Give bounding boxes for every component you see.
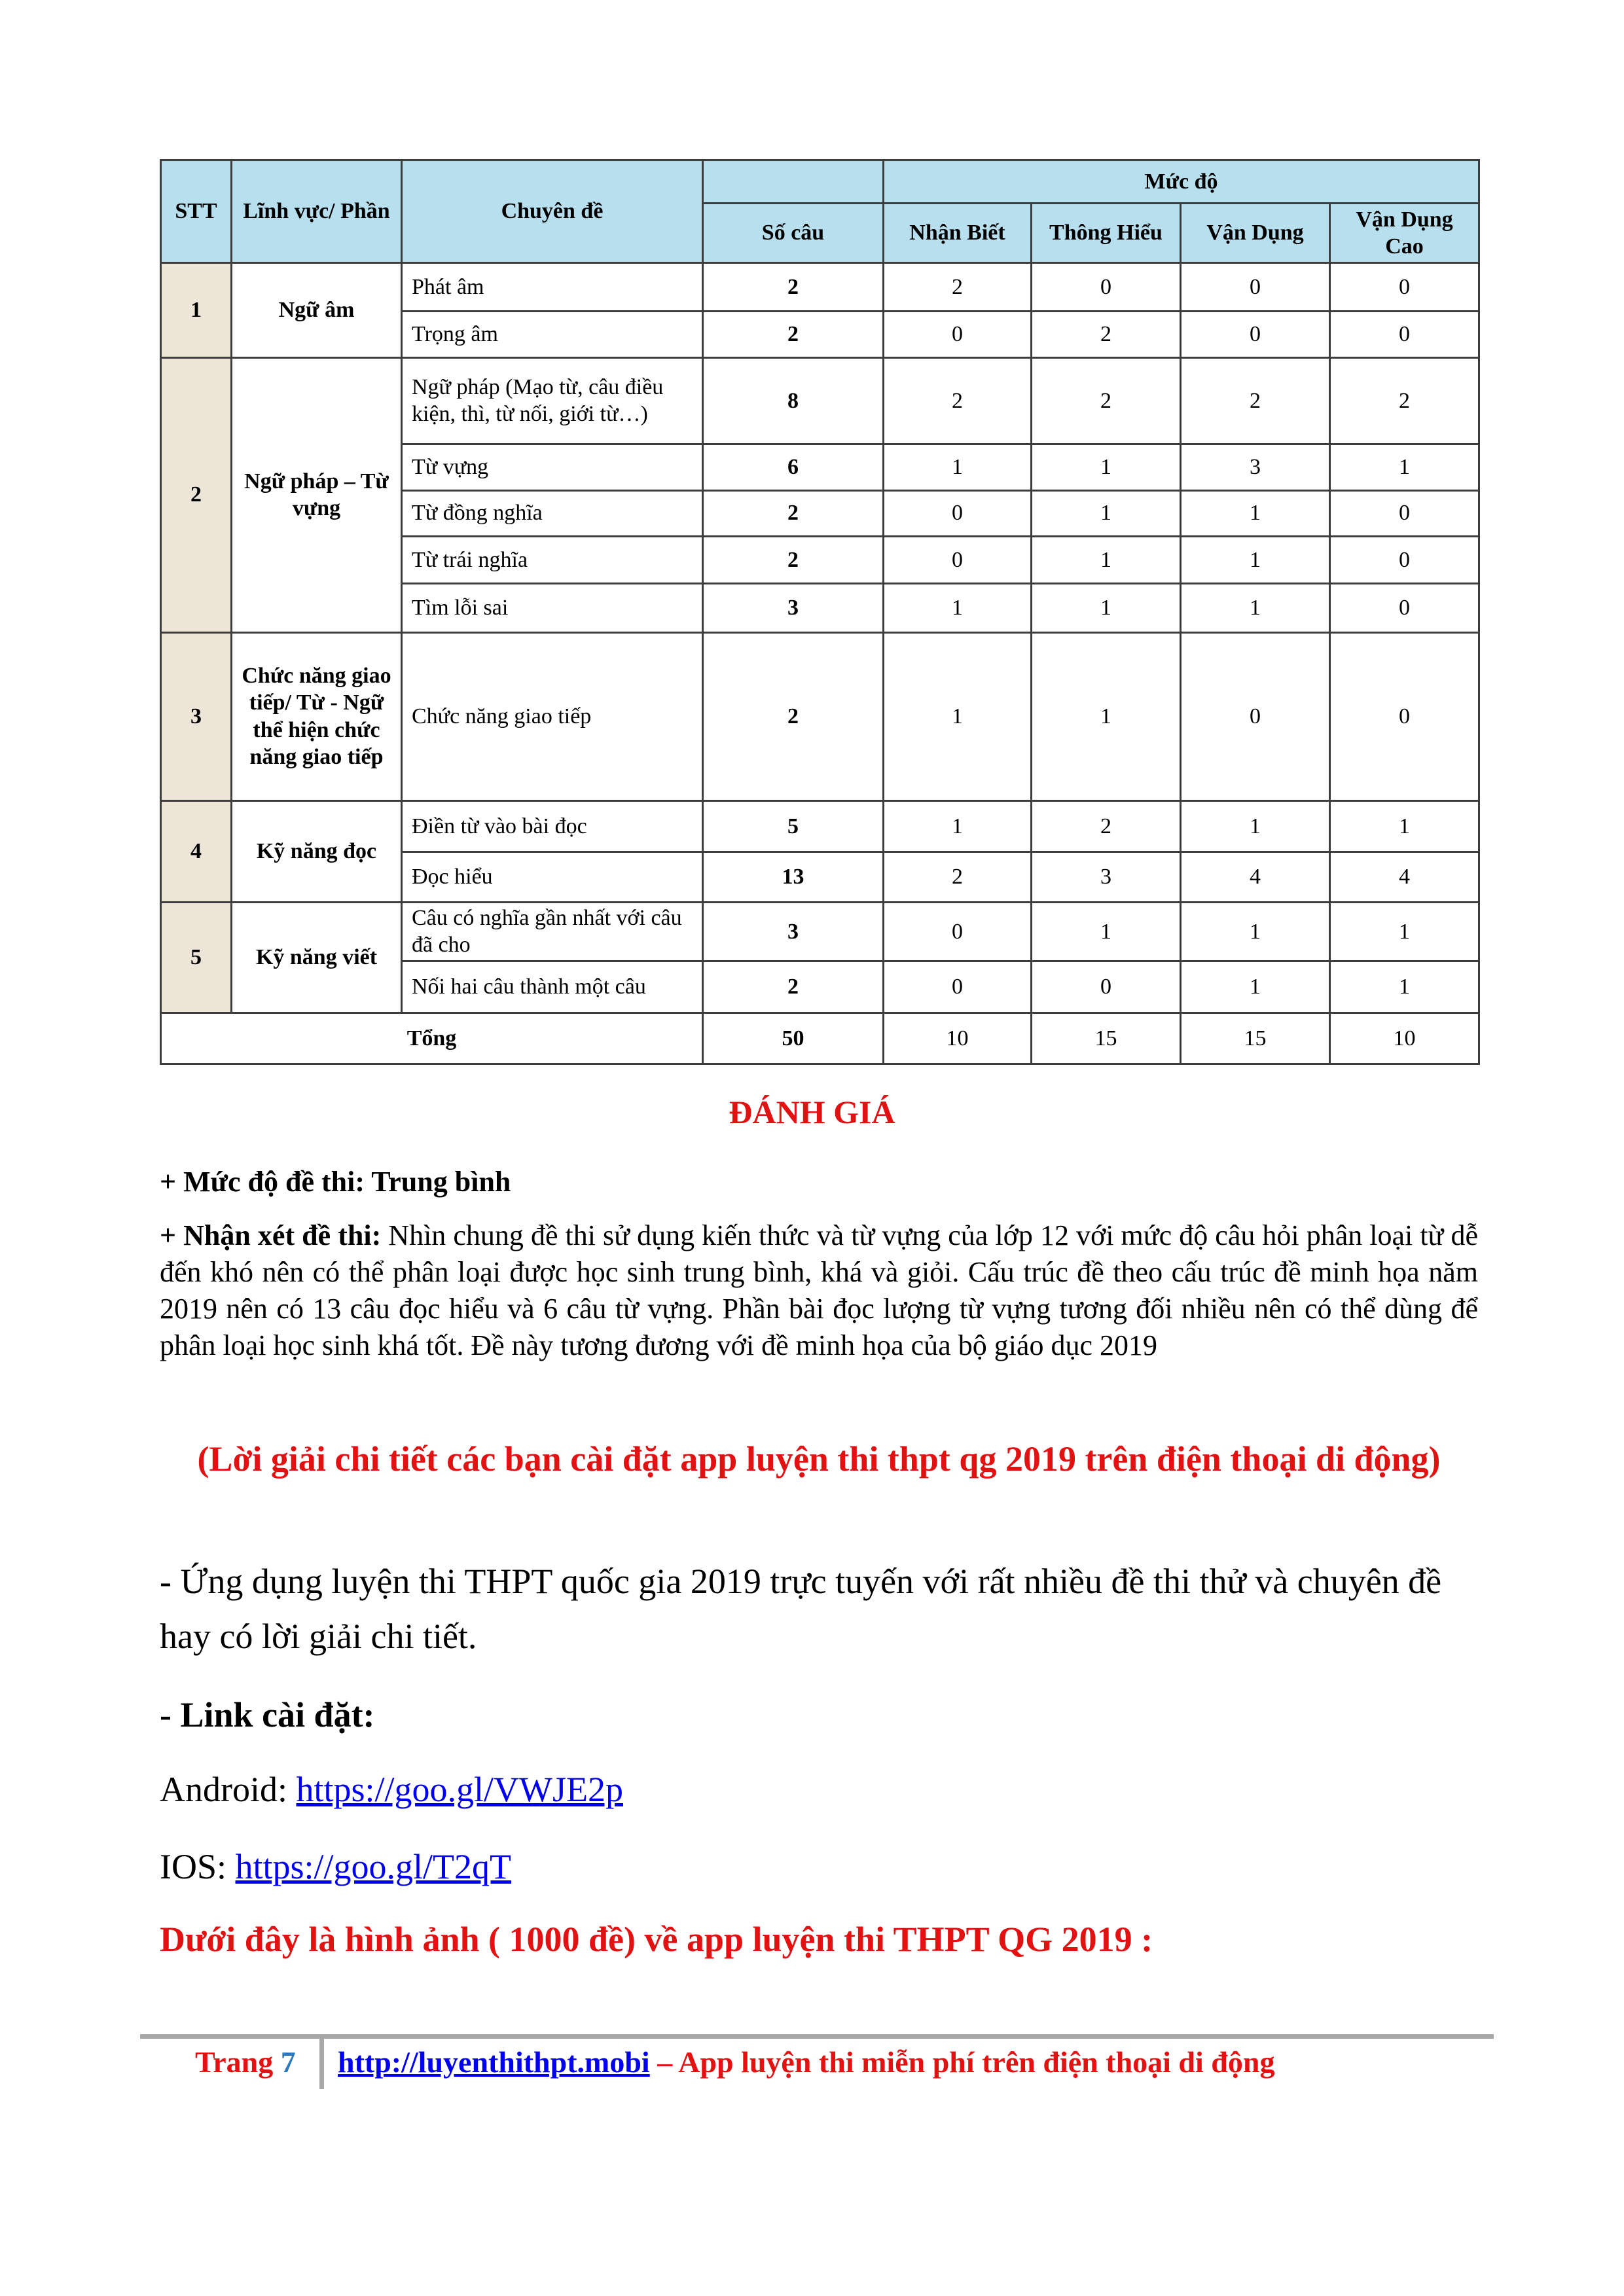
topic-cell: Từ trái nghĩa bbox=[402, 536, 703, 583]
level-3-cell: 1 bbox=[1181, 490, 1330, 536]
total-level-1: 10 bbox=[884, 1013, 1032, 1064]
footer-page bbox=[195, 2045, 296, 2079]
stt-cell: 1 bbox=[161, 262, 232, 357]
table-row bbox=[161, 632, 1479, 800]
header-topic: Chuyên đề bbox=[402, 160, 703, 263]
level-1-cell: 0 bbox=[884, 902, 1032, 961]
field-cell: Chức năng giao tiếp/ Từ - Ngữ thể hiện chức năng giao tiếp bbox=[232, 632, 402, 800]
level-3-cell: 2 bbox=[1181, 357, 1330, 444]
count-cell: 2 bbox=[703, 312, 884, 357]
level-2-cell: 1 bbox=[1032, 632, 1181, 800]
field-cell: Ngữ pháp – Từ vựng bbox=[232, 357, 402, 632]
topic-cell: Câu có nghĩa gần nhất với câu đã cho bbox=[402, 902, 703, 961]
level-1-cell: 0 bbox=[884, 490, 1032, 536]
comment-text: Nhìn chung đề thi sử dụng kiến thức và từ vựng của lớp 12 với mức độ câu hỏi phân loại từ dễ đến khó nên có thể phân loại được học sinh trung bình, khá và giỏi. Cấu trúc đề theo cấu trúc đề minh họa năm 2019 nên có 13 câu đọc hiểu và 6 câu từ vựng. Phần bài đọc lượng từ vựng tương đối nhiều nên có thể dùng để phân loại học sinh khá tốt. Đề này tương đương với đề minh họa của bộ giáo dục 2019 bbox=[160, 1219, 1478, 1361]
count-cell: 13 bbox=[703, 852, 884, 902]
total-level-4: 10 bbox=[1330, 1013, 1479, 1064]
ios-line bbox=[160, 1839, 1478, 1894]
evaluation-title: ĐÁNH GIÁ bbox=[729, 1094, 895, 1130]
exam-matrix-table bbox=[160, 159, 1480, 1065]
header-row-1 bbox=[161, 160, 1479, 204]
level-4-cell: 0 bbox=[1330, 490, 1479, 536]
page-number: 7 bbox=[280, 2045, 296, 2079]
table-row bbox=[161, 357, 1479, 444]
level-3-cell: 4 bbox=[1181, 852, 1330, 902]
level-4-cell: 0 bbox=[1330, 536, 1479, 583]
level-2-cell: 3 bbox=[1032, 852, 1181, 902]
count-cell: 3 bbox=[703, 584, 884, 632]
count-cell: 2 bbox=[703, 961, 884, 1013]
level-1-cell: 0 bbox=[884, 536, 1032, 583]
level-4-cell: 1 bbox=[1330, 800, 1479, 852]
topic-cell: Trọng âm bbox=[402, 312, 703, 357]
total-count: 50 bbox=[703, 1013, 884, 1064]
count-cell: 6 bbox=[703, 444, 884, 490]
level-4-cell: 0 bbox=[1330, 312, 1479, 357]
header-blank bbox=[703, 160, 884, 204]
topic-cell: Đọc hiểu bbox=[402, 852, 703, 902]
comment-paragraph bbox=[160, 1217, 1478, 1364]
level-2-cell: 2 bbox=[1032, 800, 1181, 852]
count-cell: 2 bbox=[703, 262, 884, 311]
topic-cell: Điền từ vào bài đọc bbox=[402, 800, 703, 852]
level-1-cell: 0 bbox=[884, 312, 1032, 357]
table-row bbox=[161, 902, 1479, 961]
stt-cell: 2 bbox=[161, 357, 232, 632]
level-4-cell: 0 bbox=[1330, 584, 1479, 632]
table-row bbox=[161, 800, 1479, 852]
level-2-cell: 2 bbox=[1032, 312, 1181, 357]
level-2-cell: 1 bbox=[1032, 536, 1181, 583]
count-cell: 8 bbox=[703, 357, 884, 444]
difficulty-line: + Mức độ đề thi: Trung bình bbox=[160, 1166, 511, 1198]
level-1-cell: 1 bbox=[884, 444, 1032, 490]
header-field: Lĩnh vực/ Phần bbox=[232, 160, 402, 263]
header-level-group: Mức độ bbox=[884, 160, 1479, 204]
header-level-1: Nhận Biết bbox=[884, 204, 1032, 262]
count-cell: 3 bbox=[703, 902, 884, 961]
total-level-3: 15 bbox=[1181, 1013, 1330, 1064]
count-cell: 2 bbox=[703, 632, 884, 800]
level-1-cell: 1 bbox=[884, 584, 1032, 632]
level-1-cell: 0 bbox=[884, 961, 1032, 1013]
level-4-cell: 0 bbox=[1330, 632, 1479, 800]
field-cell: Ngữ âm bbox=[232, 262, 402, 357]
footer-rule bbox=[140, 2034, 1494, 2039]
page-label: Trang bbox=[195, 2045, 281, 2079]
level-3-cell: 1 bbox=[1181, 536, 1330, 583]
total-row bbox=[161, 1013, 1479, 1064]
level-1-cell: 1 bbox=[884, 632, 1032, 800]
header-level-3: Vận Dụng bbox=[1181, 204, 1330, 262]
count-cell: 5 bbox=[703, 800, 884, 852]
field-cell: Kỹ năng viết bbox=[232, 902, 402, 1013]
android-line bbox=[160, 1762, 1478, 1817]
level-4-cell: 2 bbox=[1330, 357, 1479, 444]
count-cell: 2 bbox=[703, 490, 884, 536]
header-count: Số câu bbox=[703, 204, 884, 262]
level-3-cell: 1 bbox=[1181, 584, 1330, 632]
topic-cell: Từ đồng nghĩa bbox=[402, 490, 703, 536]
level-4-cell: 1 bbox=[1330, 444, 1479, 490]
stt-cell: 3 bbox=[161, 632, 232, 800]
level-4-cell: 4 bbox=[1330, 852, 1479, 902]
level-1-cell: 1 bbox=[884, 800, 1032, 852]
topic-cell: Chức năng giao tiếp bbox=[402, 632, 703, 800]
header-stt: STT bbox=[161, 160, 232, 263]
level-4-cell: 0 bbox=[1330, 262, 1479, 311]
level-1-cell: 2 bbox=[884, 852, 1032, 902]
topic-cell: Từ vựng bbox=[402, 444, 703, 490]
level-3-cell: 3 bbox=[1181, 444, 1330, 490]
ios-link[interactable]: https://goo.gl/T2qT bbox=[235, 1847, 512, 1886]
topic-cell: Tìm lỗi sai bbox=[402, 584, 703, 632]
level-4-cell: 1 bbox=[1330, 902, 1479, 961]
total-label: Tổng bbox=[161, 1013, 703, 1064]
level-1-cell: 2 bbox=[884, 357, 1032, 444]
level-3-cell: 0 bbox=[1181, 632, 1330, 800]
level-2-cell: 1 bbox=[1032, 584, 1181, 632]
level-2-cell: 1 bbox=[1032, 490, 1181, 536]
level-2-cell: 1 bbox=[1032, 902, 1181, 961]
site-link[interactable]: http://luyenthithpt.mobi bbox=[338, 2045, 650, 2079]
comment-label: + Nhận xét đề thi: bbox=[160, 1219, 382, 1251]
header-level-2: Thông Hiểu bbox=[1032, 204, 1181, 262]
total-level-2: 15 bbox=[1032, 1013, 1181, 1064]
level-2-cell: 1 bbox=[1032, 444, 1181, 490]
images-note: Dưới đây là hình ảnh ( 1000 đề) về app luyện thi THPT QG 2019 : bbox=[160, 1920, 1153, 1959]
level-3-cell: 1 bbox=[1181, 800, 1330, 852]
level-4-cell: 1 bbox=[1330, 961, 1479, 1013]
stt-cell: 4 bbox=[161, 800, 232, 902]
header-level-4: Vận Dụng Cao bbox=[1330, 204, 1479, 262]
footer-divider bbox=[319, 2036, 324, 2089]
level-2-cell: 2 bbox=[1032, 357, 1181, 444]
stt-cell: 5 bbox=[161, 902, 232, 1013]
level-3-cell: 0 bbox=[1181, 312, 1330, 357]
table-row bbox=[161, 262, 1479, 311]
topic-cell: Nối hai câu thành một câu bbox=[402, 961, 703, 1013]
android-label: Android: bbox=[160, 1770, 297, 1809]
level-2-cell: 0 bbox=[1032, 262, 1181, 311]
topic-cell: Ngữ pháp (Mạo từ, câu điều kiện, thì, từ nối, giới từ…) bbox=[402, 357, 703, 444]
footer-tagline: – App luyện thi miễn phí trên điện thoại di động bbox=[649, 2045, 1275, 2079]
level-3-cell: 0 bbox=[1181, 262, 1330, 311]
field-cell: Kỹ năng đọc bbox=[232, 800, 402, 902]
ios-label: IOS: bbox=[160, 1847, 236, 1886]
level-1-cell: 2 bbox=[884, 262, 1032, 311]
topic-cell: Phát âm bbox=[402, 262, 703, 311]
app-description: - Ứng dụng luyện thi THPT quốc gia 2019 trực tuyến với rất nhiều đề thi thử và chuyên đề hay có lời giải chi tiết. bbox=[160, 1562, 1442, 1656]
install-label: - Link cài đặt: bbox=[160, 1695, 375, 1734]
level-2-cell: 0 bbox=[1032, 961, 1181, 1013]
level-3-cell: 1 bbox=[1181, 961, 1330, 1013]
android-link[interactable]: https://goo.gl/VWJE2p bbox=[296, 1770, 623, 1809]
level-3-cell: 1 bbox=[1181, 902, 1330, 961]
footer-text bbox=[338, 2045, 1274, 2079]
solution-note: (Lời giải chi tiết các bạn cài đặt app luyện thi thpt qg 2019 trên điện thoại di động) bbox=[197, 1439, 1441, 1479]
count-cell: 2 bbox=[703, 536, 884, 583]
